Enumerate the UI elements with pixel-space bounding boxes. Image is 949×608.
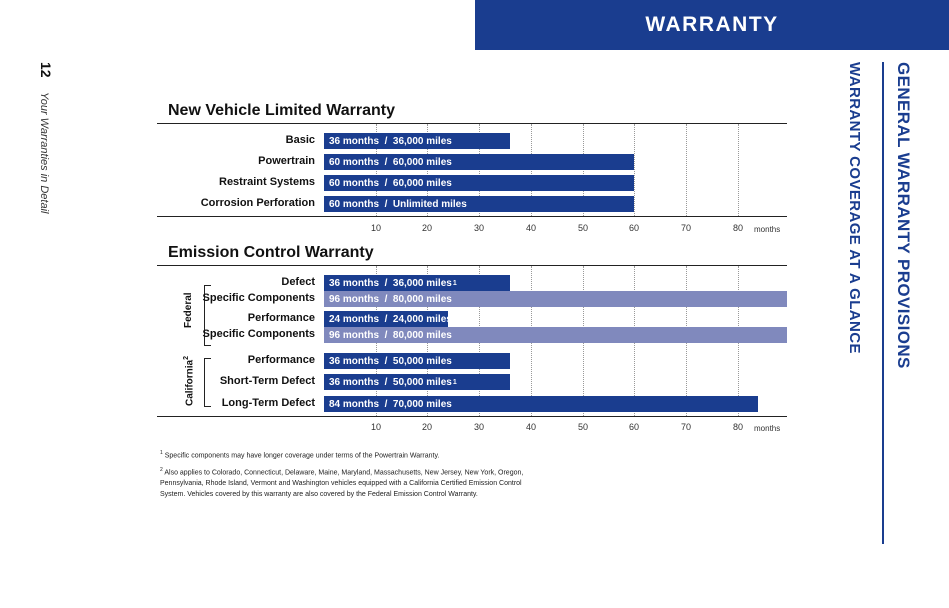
nvlw-title: New Vehicle Limited Warranty — [168, 102, 396, 119]
ecw-row-label: Specific Components — [202, 328, 315, 340]
page-running-title: Your Warranties in Detail — [38, 92, 50, 214]
ecw-bar-label: 24 months / 24,000 miles — [329, 313, 452, 325]
ecw-title: Emission Control Warranty — [168, 244, 374, 261]
nvlw-row-label: Corrosion Perforation — [200, 197, 315, 209]
nvlw-tick-label: 10 — [370, 223, 381, 233]
ecw-bar — [324, 311, 452, 327]
nvlw-unit-label: months — [754, 225, 781, 234]
nvlw-bar-label: 60 months / 60,000 miles — [329, 156, 452, 168]
ecw-bar — [324, 374, 510, 390]
nvlw-tick-label: 70 — [680, 223, 691, 233]
footnote-2 — [160, 465, 540, 500]
ecw-unit-label: months — [754, 424, 781, 433]
side-title-coverage: WARRANTY COVERAGE AT A GLANCE — [846, 62, 863, 354]
ecw-tick-label: 40 — [525, 422, 536, 432]
nvlw-bar — [324, 175, 634, 191]
ecw-row-label: Performance — [247, 312, 315, 324]
ecw-bar — [324, 275, 510, 291]
ecw-tick-label: 70 — [680, 422, 691, 432]
nvlw-top-rule — [157, 123, 787, 124]
ecw-bar-label: 36 months / 50,000 miles — [329, 376, 452, 388]
group-label-california-text: California — [184, 359, 196, 406]
page-number: 12 — [38, 62, 54, 78]
nvlw-bar — [324, 196, 634, 212]
side-title-general-warranty: GENERAL WARRANTY PROVISIONS — [894, 62, 913, 369]
side-divider — [882, 62, 884, 544]
nvlw-bar — [324, 154, 634, 170]
nvlw-bar-label: 60 months / 60,000 miles — [329, 177, 452, 189]
footnote-2-text: Also applies to Colorado, Connecticut, Delaware, Maine, Maryland, Massachusetts, New Jersey, New York, Oregon, Pennsylvania, Rhode Island, Vermont and Washington vehicles equipped with a California Certified Emission Control System. Vehicles covered by this warranty are also covered by the Federal Emission Control Warranty. — [160, 469, 524, 499]
ecw-row-label: Specific Components — [202, 292, 315, 304]
ecw-tick-label: 80 — [732, 422, 743, 432]
ecw-tick-label: 10 — [370, 422, 381, 432]
nvlw-bar-label: 60 months / Unlimited miles — [329, 198, 467, 210]
nvlw-tick-label: 20 — [421, 223, 432, 233]
nvlw-tick-label: 30 — [473, 223, 484, 233]
nvlw-grid-line — [686, 124, 687, 216]
ecw-bar-label: 96 months / 80,000 miles — [329, 293, 452, 305]
ecw-bar-label-sup: 1 — [452, 378, 457, 386]
nvlw-row-label: Powertrain — [258, 155, 315, 167]
nvlw-bar — [324, 133, 510, 149]
ecw-tick-label: 20 — [421, 422, 432, 432]
footnote-1 — [160, 448, 560, 461]
ecw-bar-label: 96 months / 80,000 miles — [329, 329, 452, 341]
page-section-title: WARRANTY — [645, 13, 779, 36]
group-label-federal: Federal — [183, 292, 194, 328]
ecw-row-label: Performance — [247, 354, 315, 366]
nvlw-tick-label: 80 — [732, 223, 743, 233]
ecw-bottom-rule — [157, 416, 787, 417]
nvlw-row-label: Basic — [285, 134, 315, 146]
ecw-top-rule — [157, 265, 787, 266]
nvlw-grid-line — [738, 124, 739, 216]
ecw-bar-label: 84 months / 70,000 miles — [329, 398, 452, 410]
ecw-tick-label: 30 — [473, 422, 484, 432]
nvlw-tick-label: 50 — [577, 223, 588, 233]
nvlw-row-label: Restraint Systems — [219, 176, 315, 188]
ecw-bar-label-sup: 1 — [452, 279, 457, 287]
nvlw-grid-line — [634, 124, 635, 216]
footnote-1-sup: 1 — [160, 450, 163, 456]
ecw-tick-label: 60 — [628, 422, 639, 432]
nvlw-bottom-rule — [157, 216, 787, 217]
ecw-bar-label: 36 months / 50,000 miles — [329, 355, 452, 367]
ecw-bar-label: 36 months / 36,000 miles — [329, 277, 452, 289]
group-label-california-sup: 2 — [183, 355, 190, 360]
ecw-bar — [324, 396, 758, 412]
nvlw-tick-label: 40 — [525, 223, 536, 233]
ecw-tick-label: 50 — [577, 422, 588, 432]
ecw-row-label: Defect — [281, 276, 315, 288]
ecw-bar — [324, 353, 510, 369]
footnote-1-text: Specific components may have longer coverage under terms of the Powertrain Warranty. — [164, 452, 440, 460]
footnote-2-sup: 2 — [160, 467, 163, 473]
nvlw-tick-label: 60 — [628, 223, 639, 233]
ecw-bar — [324, 327, 787, 343]
ecw-row-label: Short-Term Defect — [219, 375, 315, 387]
ecw-row-label: Long-Term Defect — [221, 397, 315, 409]
nvlw-bar-label: 36 months / 36,000 miles — [329, 135, 452, 147]
ecw-bar — [324, 291, 787, 307]
